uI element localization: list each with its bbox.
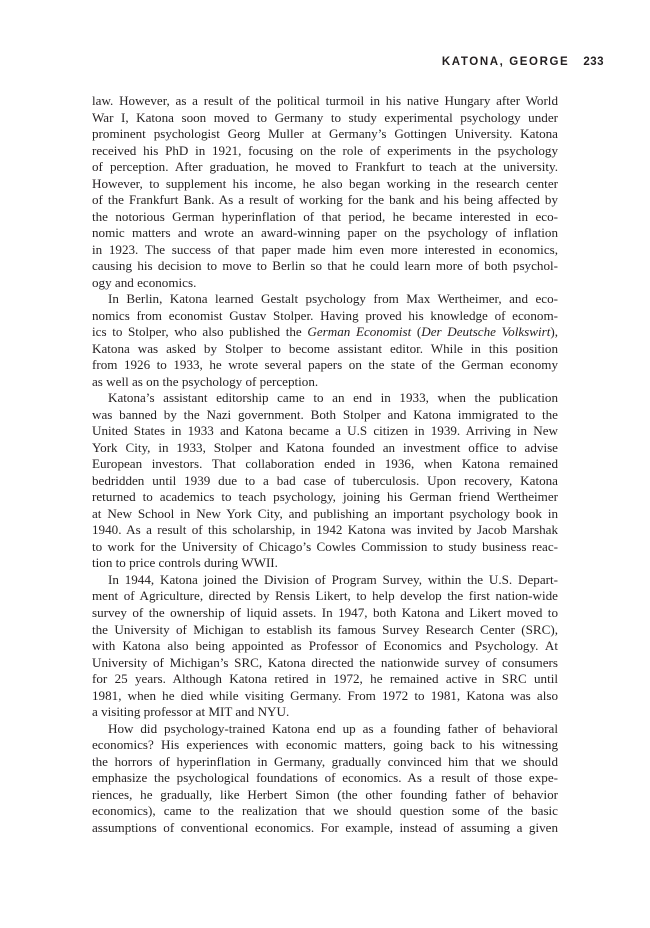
- text-run: as well as on the psychology of perception.: [92, 373, 319, 389]
- text-line: [92, 803, 558, 820]
- text-line: [92, 506, 558, 523]
- text-line: [92, 374, 558, 391]
- text-run: tion to price controls during WWII.: [92, 555, 278, 571]
- text-run: ics to Stolper, who also published the: [92, 324, 308, 340]
- text-line: [92, 456, 558, 473]
- text-run: In 1944, Katona joined the Division of Program Survey, within the U.S. Depart-: [108, 571, 558, 587]
- italic-text: Der Deutsche Volkswirt: [421, 324, 551, 340]
- text-run: with Katona also being appointed as Professor of Economics and Psychology. At: [92, 638, 558, 654]
- text-run: for 25 years. Although Katona retired in 1972, he remained active in SRC until: [92, 671, 558, 687]
- text-line: [92, 655, 558, 672]
- text-line: [92, 704, 558, 721]
- text-line: [92, 242, 558, 259]
- text-run: survey of the ownership of liquid assets. In 1947, both Katona and Likert moved to: [92, 604, 558, 620]
- running-header: [442, 56, 604, 68]
- text-line: [92, 688, 558, 705]
- italic-text: German Economist: [307, 324, 412, 340]
- text-line: [92, 572, 558, 589]
- text-line: [92, 324, 558, 341]
- text-run: 1981, when he died while visiting Germany. From 1972 to 1981, Katona was also: [92, 687, 558, 703]
- text-line: [92, 159, 558, 176]
- text-run: ogy and economics.: [92, 274, 197, 290]
- text-run: War I, Katona soon moved to Germany to study experimental psychology under: [92, 109, 558, 125]
- text-line: [92, 390, 558, 407]
- text-line: [92, 357, 558, 374]
- text-run: the notorious German hyperinflation of that period, he became interested in eco-: [92, 208, 558, 224]
- text-line: [92, 440, 558, 457]
- text-line: [92, 341, 558, 358]
- text-run: Katona was asked by Stolper to become assistant editor. While in this position: [92, 340, 558, 356]
- text-run: assumptions of conventional economics. For example, instead of assuming a given: [92, 819, 558, 835]
- text-line: [92, 176, 558, 193]
- text-run: 1940. As a result of this scholarship, in 1942 Katona was invited by Jacob Marshak: [92, 522, 558, 538]
- text-line: [92, 275, 558, 292]
- text-line: [92, 291, 558, 308]
- running-head-title: KATONA, GEORGE: [441, 56, 570, 68]
- text-line: [92, 209, 558, 226]
- paragraph: [92, 572, 558, 721]
- text-run: (: [411, 324, 422, 340]
- text-run: emphasize the psychological foundations of economics. As a result of those expe-: [92, 770, 558, 786]
- text-line: [92, 539, 558, 556]
- text-line: [92, 423, 558, 440]
- text-line: [92, 110, 558, 127]
- text-line: [92, 721, 558, 738]
- paragraph: [92, 93, 558, 291]
- text-run: economics), came to the realization that we should question some of the basic: [92, 803, 558, 819]
- text-line: [92, 93, 558, 110]
- text-line: [92, 770, 558, 787]
- text-line: [92, 820, 558, 837]
- text-run: ment of Agriculture, directed by Rensis Likert, to help develop the first nation-wide: [92, 588, 558, 604]
- text-run: ),: [550, 324, 559, 340]
- text-run: University of Michigan’s SRC, Katona directed the nationwide survey of consumers: [92, 654, 558, 670]
- text-line: [92, 126, 558, 143]
- text-run: riences, he gradually, like Herbert Simon (the other founding father of behavior: [92, 786, 558, 802]
- text-line: [92, 555, 558, 572]
- text-line: [92, 407, 558, 424]
- text-line: [92, 489, 558, 506]
- text-run: in 1923. The success of that paper made him even more interested in economics,: [92, 241, 558, 257]
- text-run: United States in 1933 and Katona became a U.S citizen in 1939. Arriving in New: [92, 423, 558, 439]
- text-line: [92, 588, 558, 605]
- text-run: to work for the University of Chicago’s Cowles Commission to study business reac-: [92, 538, 558, 554]
- text-run: returned to academics to teach psychology, joining his German friend Wertheimer: [92, 489, 558, 505]
- text-run: received his PhD in 1921, focusing on the role of experiments in the psychology: [92, 142, 558, 158]
- text-run: the University of Michigan to establish its famous Survey Research Center (SRC),: [92, 621, 558, 637]
- text-run: Katona’s assistant editorship came to an end in 1933, when the publication: [108, 390, 558, 406]
- text-run: In Berlin, Katona learned Gestalt psychology from Max Wertheimer, and eco-: [108, 291, 558, 307]
- text-run: a visiting professor at MIT and NYU.: [92, 704, 290, 720]
- text-line: [92, 638, 558, 655]
- text-line: [92, 787, 558, 804]
- text-run: of the Frankfurt Bank. As a result of working for the bank and his being affected by: [92, 192, 558, 208]
- paragraph: [92, 721, 558, 837]
- paragraph: [92, 291, 558, 390]
- text-line: [92, 605, 558, 622]
- text-line: [92, 143, 558, 160]
- text-line: [92, 192, 558, 209]
- text-run: How did psychology-trained Katona end up as a founding father of behavioral: [108, 720, 558, 736]
- text-run: nomic matters and wrote an award-winning paper on the psychology of inflation: [92, 225, 558, 241]
- text-line: [92, 225, 558, 242]
- text-line: [92, 671, 558, 688]
- text-line: [92, 258, 558, 275]
- text-run: from 1926 to 1933, he wrote several papers on the state of the German economy: [92, 357, 558, 373]
- text-line: [92, 622, 558, 639]
- text-run: European investors. That collaboration ended in 1936, when Katona remained: [92, 456, 558, 472]
- text-line: [92, 473, 558, 490]
- text-run: was banned by the Nazi government. Both Stolper and Katona immigrated to the: [92, 406, 558, 422]
- text-run: However, to supplement his income, he also began working in the research center: [92, 175, 558, 191]
- text-run: York City, in 1933, Stolper and Katona founded an investment office to advise: [92, 439, 558, 455]
- paragraph: [92, 390, 558, 572]
- text-line: [92, 754, 558, 771]
- text-run: at New School in New York City, and publishing an important psychology book in: [92, 505, 558, 521]
- text-line: [92, 522, 558, 539]
- text-run: bedridden until 1939 due to a bad case of tuberculosis. Upon recovery, Katona: [92, 472, 558, 488]
- text-run: nomics from economist Gustav Stolper. Having proved his knowledge of econom-: [92, 307, 558, 323]
- text-run: of perception. After graduation, he moved to Frankfurt to teach at the university.: [92, 159, 558, 175]
- text-line: [92, 308, 558, 325]
- text-run: economics? His experiences with economic matters, going back to his witnessing: [92, 737, 558, 753]
- text-run: the horrors of hyperinflation in Germany, gradually convinced him that we should: [92, 753, 558, 769]
- text-line: [92, 737, 558, 754]
- text-run: law. However, as a result of the political turmoil in his native Hungary after World: [92, 93, 558, 108]
- text-run: prominent psychologist Georg Muller at Germany’s Gottingen University. Katona: [92, 126, 558, 142]
- body-text: [92, 93, 558, 836]
- page-number: 233: [583, 56, 604, 68]
- text-run: causing his decision to move to Berlin so that he could learn more of both psychol-: [92, 258, 558, 274]
